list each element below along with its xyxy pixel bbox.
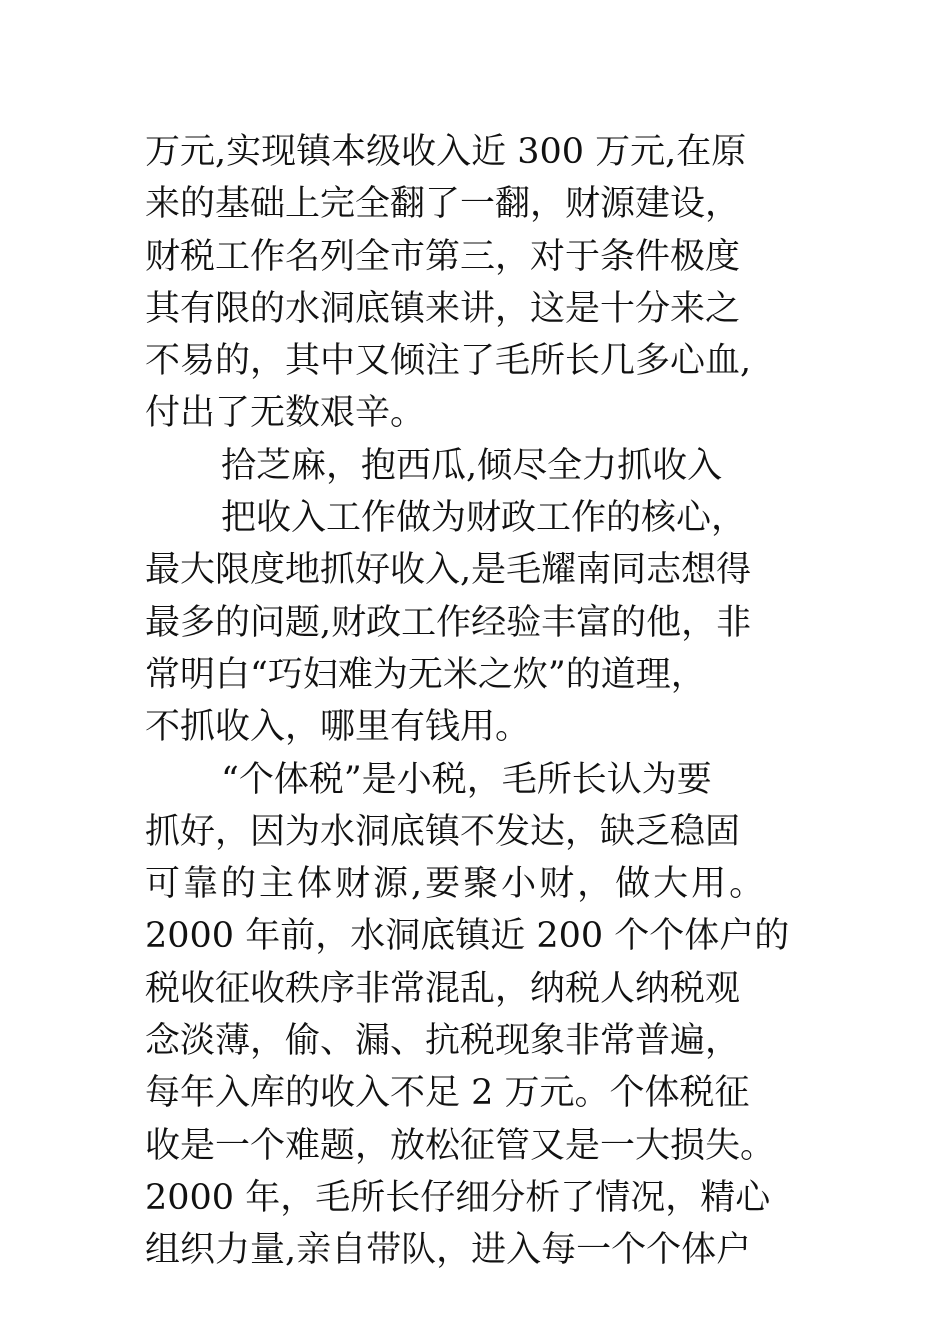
text-line: 不易的，其中又倾注了毛所长几多心血, <box>145 341 752 382</box>
text-line: 来的基础上完全翻了一翻，财源建设， <box>145 184 741 225</box>
body-text <box>145 126 835 1277</box>
text-line: 每年入库的收入不足 2 万元。个体税征 <box>145 1073 750 1114</box>
text-line: 最大限度地抓好收入,是毛耀南同志想得 <box>145 550 752 591</box>
text-line: 把收入工作做为财政工作的核心， <box>221 498 747 539</box>
section-heading: 拾芝麻，抱西瓜,倾尽全力抓收入 <box>221 445 723 486</box>
text-line: 其有限的水洞底镇来讲，这是十分来之 <box>145 288 741 329</box>
text-line: 万元,实现镇本级收入近 300 万元,在原 <box>145 132 747 172</box>
text-line: 财税工作名列全市第三，对于条件极度 <box>145 236 741 277</box>
text-line: 不抓收入，哪里有钱用。 <box>145 707 531 748</box>
text-line: 念淡薄，偷、漏、抗税现象非常普遍， <box>145 1021 741 1062</box>
text-line: 2000 年，毛所长仔细分析了情况，精心 <box>145 1177 771 1218</box>
text-line: 2000 年前，水洞底镇近 200 个个体户的 <box>145 916 790 957</box>
text-line: 最多的问题,财政工作经验丰富的他，非 <box>145 602 752 643</box>
text-line: 收是一个难题，放松征管又是一大损失。 <box>145 1125 776 1166</box>
text-line: 可靠的主体财源,要聚小财，做大用。 <box>145 864 768 905</box>
text-line: 抓好，因为水洞底镇不发达，缺乏稳固 <box>145 811 741 852</box>
text-line: 组织力量,亲自带队，进入每一个个体户 <box>145 1230 752 1271</box>
text-line: 付出了无数艰辛。 <box>145 393 426 434</box>
text-line: “个体税”是小税，毛所长认为要 <box>221 759 712 800</box>
text-line: 常明白“巧妇难为无米之炊”的道理， <box>145 654 706 695</box>
text-line: 税收征收秩序非常混乱，纳税人纳税观 <box>145 968 741 1009</box>
